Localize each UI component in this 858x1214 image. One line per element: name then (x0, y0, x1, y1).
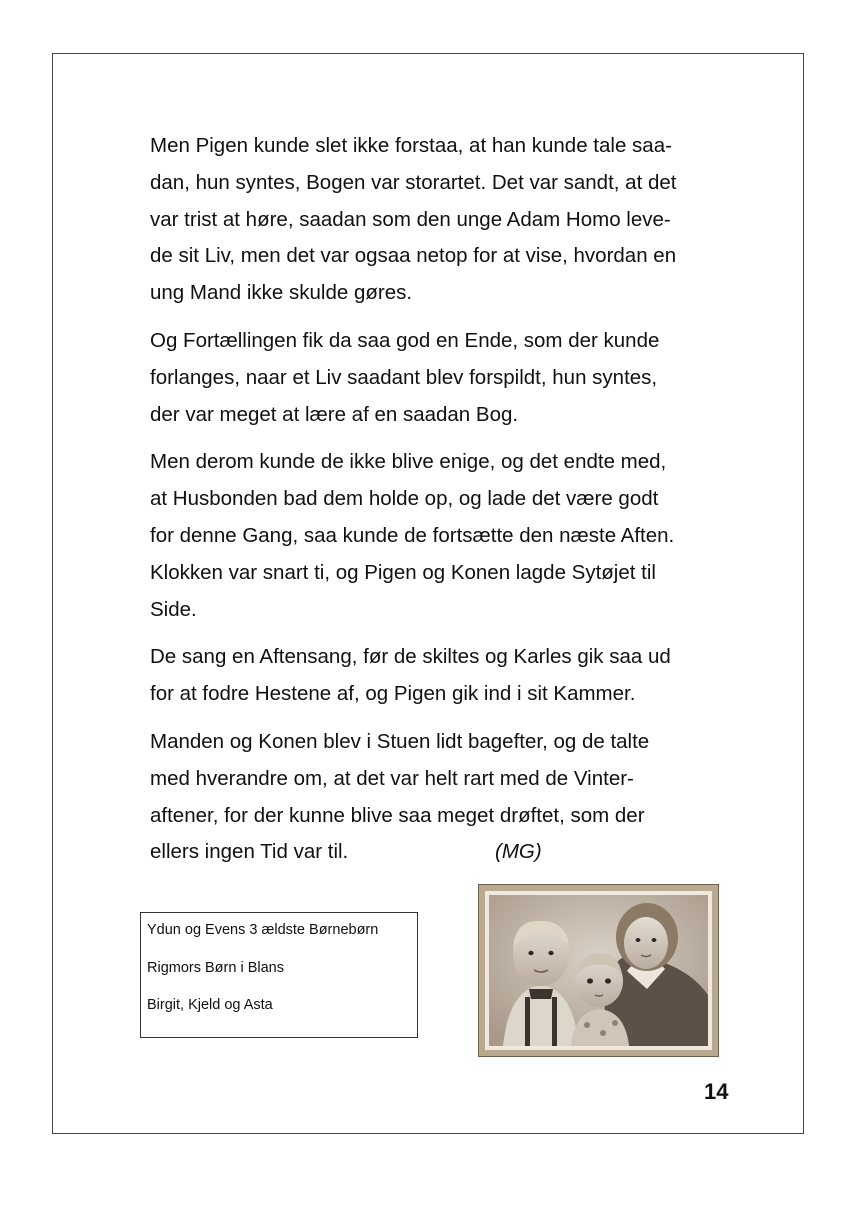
paragraph-3 (150, 444, 760, 628)
photo-caption-box (140, 912, 418, 1038)
main-text (150, 128, 760, 882)
text-line: at Husbonden bad dem holde op, og lade det være godt (150, 487, 659, 511)
caption-line: Birgit, Kjeld og Asta (147, 997, 273, 1013)
paragraph-5 (150, 724, 760, 871)
paragraph-1 (150, 128, 760, 312)
text-line: Manden og Konen blev i Stuen lidt bagefter, og de talte (150, 729, 650, 753)
text-line: De sang en Aftensang, før de skiltes og Karles gik saa ud (150, 645, 671, 669)
text-line: ung Mand ikke skulde gøres. (150, 281, 413, 305)
girl-face (624, 917, 668, 969)
text-line: var trist at høre, saadan som den unge Adam Homo leve- (150, 207, 671, 231)
text-line: Klokken var snart ti, og Pigen og Konen lagde Sytøjet til (150, 560, 656, 584)
text-line: Side. (150, 597, 197, 621)
three-children-portrait-photo (478, 884, 719, 1057)
text-line-content: ellers ingen Tid var til. (150, 840, 349, 864)
photo-image (479, 885, 718, 1056)
text-line: der var meget at lære af en saadan Bog. (150, 402, 519, 426)
text-line: Men derom kunde de ikke blive enige, og det endte med, (150, 450, 667, 474)
text-line: de sit Liv, men det var ogsaa netop for at vise, hvordan en (150, 244, 677, 268)
text-line (150, 834, 760, 871)
text-line: for at fodre Hestene af, og Pigen gik ind i sit Kammer. (150, 682, 636, 706)
text-line: Og Fortællingen fik da saa god en Ende, som der kunde (150, 328, 660, 352)
caption-line: Rigmors Børn i Blans (147, 959, 284, 976)
caption-line: Ydun og Evens 3 ældste Børnebørn (147, 922, 379, 938)
text-line: med hverandre om, at det var helt rart med de Vinter- (150, 766, 634, 790)
page-number: 14 (704, 1079, 729, 1104)
text-line: dan, hun syntes, Bogen var storartet. Det var sandt, at det (150, 170, 677, 194)
text-line: Men Pigen kunde slet ikke forstaa, at han kunde tale saa- (150, 134, 672, 157)
text-line: for denne Gang, saa kunde de fortsætte den næste Aften. (150, 523, 675, 547)
text-line: forlanges, naar et Liv saadant blev forspildt, hun syntes, (150, 365, 658, 389)
text-line: aftener, for der kunne blive saa meget drøftet, som der (150, 803, 645, 827)
paragraph-2 (150, 323, 760, 433)
paragraph-4 (150, 639, 760, 713)
boy-bowtie (529, 989, 553, 999)
author-signature: (MG) (495, 840, 542, 864)
